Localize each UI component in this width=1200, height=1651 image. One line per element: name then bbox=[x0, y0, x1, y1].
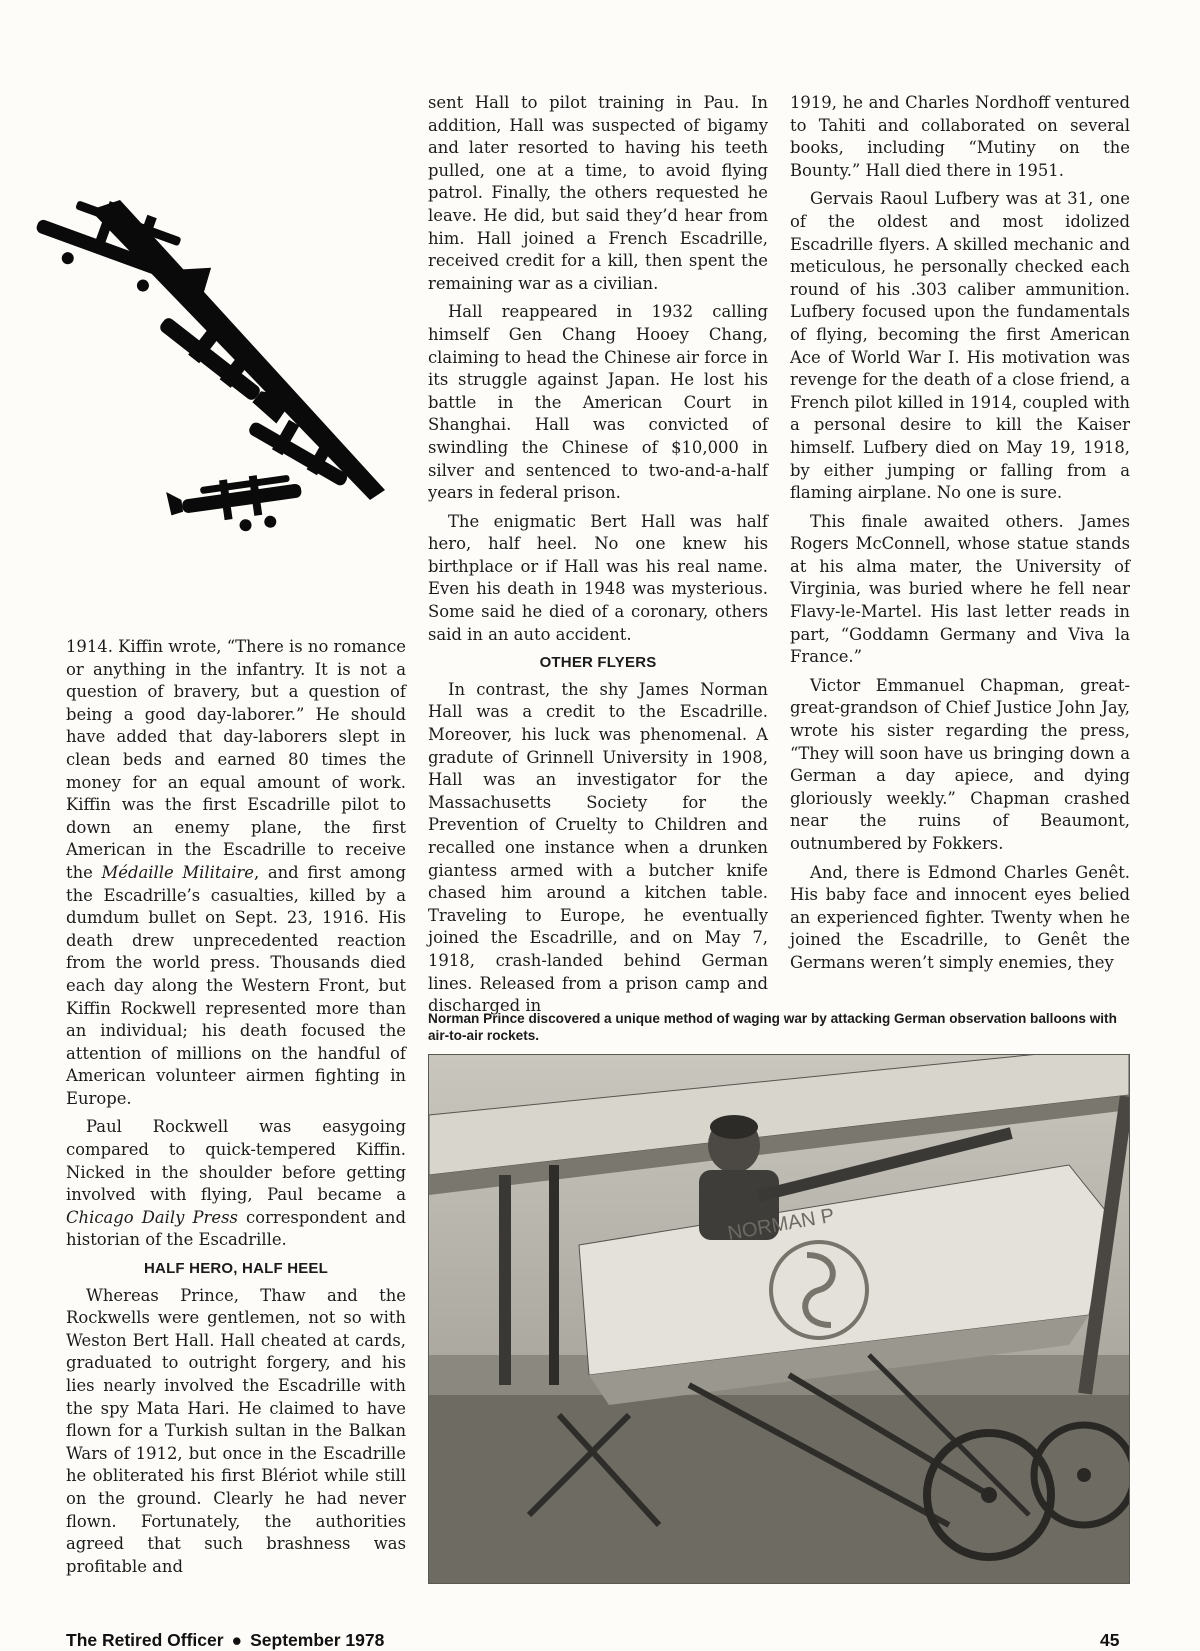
col1-paragraph-2: Paul Rockwell was easygoing compared to quick-tempered Kiffin. Nicked in the shoulder before getting involved with flying, Paul became a Chicago Daily Press correspondent and historian of the Escadrille. bbox=[66, 1117, 406, 1250]
silhouette-plane-4 bbox=[166, 469, 306, 541]
col3-paragraph-2: Gervais Raoul Lufbery was at 31, one of the oldest and most idolized Escadrille flyers. A skilled mechanic and meticulous, he personally checked each round of his .303 caliber ammunition. Lufbery focused upon the fundamentals of flying, becoming the first American Ace of World War I. His motivation was revenge for the death of a close friend, a French pilot killed in 1914, coupled with a personal desire to kill the Kaiser himself. Lufbery died on May 19, 1918, by either jumping or falling from a flaming airplane. No one is sure. bbox=[790, 189, 1130, 503]
biplane-silhouette-illustration bbox=[30, 160, 410, 560]
photo-norman-prince-aircraft bbox=[428, 1054, 1130, 1584]
col2-paragraph-1: sent Hall to pilot training in Pau. In addition, Hall was suspected of bigamy and later resorted to having his teeth pulled, one at a time, to avoid flying patrol. Finally, the others requested he leave. He did, but said they’d hear from him. Hall joined a French Escadrille, received credit for a kill, then spent the remaining war as a civilian. bbox=[428, 93, 768, 293]
article-column-2 bbox=[428, 92, 768, 1018]
medaille-militaire-italic: Médaille Militaire bbox=[101, 862, 254, 882]
col3-paragraph-1: 1919, he and Charles Nordhoff ventured to Tahiti and collaborated on several books, including “Mutiny on the Bounty.” Hall died there in 1951. bbox=[790, 93, 1130, 180]
col1-paragraph-3: Whereas Prince, Thaw and the Rockwells were gentlemen, not so with Weston Bert Hall. Hall cheated at cards, graduated to outright forgery, and his lies nearly involved the Escadrille with the spy Mata Hari. He claimed to have flown for a Turkish sultan in the Balkan Wars of 1912, but once in the Escadrille he obliterated his first Blériot while still on the ground. Clearly he had never flown. Fortunately, the authorities agreed that such brashness was profitable and bbox=[66, 1285, 406, 1576]
footer-date: September 1978 bbox=[250, 1630, 385, 1650]
col3-paragraph-3: This finale awaited others. James Rogers McConnell, whose statue stands at his alma mater, the University of Virginia, was buried where he fell near Flavy-le-Martel. His last letter reads in part, “Goddamn Germany and Viva la France.” bbox=[790, 511, 1130, 667]
col2-paragraph-4: In contrast, the shy James Norman Hall was a credit to the Escadrille. Moreover, his luck was phenomenal. A gradute of Grinnell University in 1908, Hall was an investigator for the Massachusetts Society for the Prevention of Cruelty to Children and recalled one instance when a drunken giantess armed with a butcher knife chased him around a kitchen table. Traveling to Europe, he eventually joined the Escadrille, and on May 7, 1918, crash-landed behind German lines. Released from a prison camp and discharged in bbox=[428, 679, 768, 1016]
silhouette-plane-2 bbox=[157, 298, 301, 423]
col3-paragraph-5: And, there is Edmond Charles Genêt. His baby face and innocent eyes belied an experienced fighter. Twenty when he joined the Escadrille, to Genêt the Germans weren’t simply enemies, they bbox=[790, 862, 1130, 972]
footer-publication: The Retired Officer bbox=[66, 1630, 224, 1650]
col3-paragraph-4: Victor Emmanuel Chapman, great-great-grandson of Chief Justice John Jay, wrote his sister regarding the press, “They will soon have us bringing down a German a day apiece, and dying gloriously weekly.” Chapman crashed near the ruins of Beaumont, outnumbered by Fokkers. bbox=[790, 675, 1130, 853]
col2-paragraph-3: The enigmatic Bert Hall was half hero, half heel. No one knew his birthplace or if Hall was his real name. Even his death in 1948 was mysterious. Some said he died of a coronary, others said in an auto accident. bbox=[428, 511, 768, 644]
article-column-1 bbox=[66, 636, 406, 1578]
photo-caption: Norman Prince discovered a unique method of waging war by attacking German observation balloons with air-to-air rockets. bbox=[428, 1011, 1117, 1043]
photo-fuselage-text: NORMAN P bbox=[726, 1204, 837, 1245]
col1-paragraph-1: 1914. Kiffin wrote, “There is no romance or anything in the infantry. It is not a question of bravery, but a question of being a good day-laborer.” He should have added that day-laborers slept in clean beds and earned 80 times the money for an equal amount of work. Kiffin was the first Escadrille pilot to down an enemy plane, the first American in the Escadrille to receive the Médaille Militaire, and first among the Escadrille’s casualties, killed by a dumdum bullet on Sept. 23, 1916. His death drew unprecedented reaction from the world press. Thousands died each day along the Western Front, but Kiffin Rockwell represented more than an individual; his death focused the attention of millions on the handful of American volunteer airmen fighting in Europe. bbox=[66, 637, 406, 1108]
photo-illustration bbox=[429, 1055, 1129, 1583]
silhouette-wing-diagonal bbox=[90, 200, 385, 500]
footer-bullet: ● bbox=[231, 1630, 243, 1650]
col2-paragraph-2: Hall reappeared in 1932 calling himself Gen Chang Hooey Chang, claiming to head the Chinese air force in its struggle against Japan. He lost his battle in the American Court in Shanghai. Hall was convicted of swindling the Chinese of $10,000 in silver and sentenced to two-and-a-half years in federal prison. bbox=[428, 302, 768, 503]
page-number: 45 bbox=[1100, 1630, 1120, 1650]
section-heading-other-flyers: OTHER FLYERS bbox=[539, 654, 657, 672]
article-column-3 bbox=[790, 92, 1130, 975]
section-heading-half-hero: HALF HERO, HALF HEEL bbox=[144, 1260, 328, 1278]
chicago-daily-press-italic: Chicago Daily Press bbox=[66, 1207, 238, 1227]
